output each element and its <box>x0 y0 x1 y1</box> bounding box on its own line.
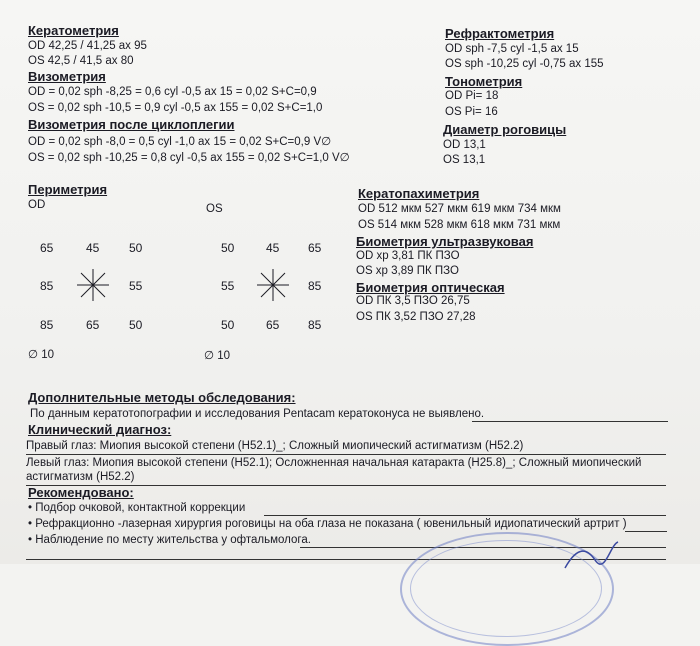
perimetry-os-value: 85 <box>308 279 322 293</box>
diagnosis-left-line2: астигматизм (H52.2) <box>26 471 135 483</box>
visometry-od: OD = 0,02 sph -8,25 = 0,6 cyl -0,5 ax 15 = 0,02 S+C=0,9 <box>28 86 317 98</box>
tonometry-os: OS Pi= 16 <box>445 106 498 118</box>
diagnosis-title: Клинический диагноз: <box>28 422 172 437</box>
cornea-diameter-os: OS 13,1 <box>443 154 486 166</box>
perimetry-os-value: 65 <box>266 318 280 332</box>
perimetry-od-value: 55 <box>129 279 143 293</box>
diagnosis-right: Правый глаз: Миопия высокой степени (H52.1)_; Сложный миопический астигматизм (H52.2) <box>26 440 524 452</box>
visometry-cyclo-od: OD = 0,02 sph -8,0 = 0,5 cyl -1,0 ax 15 = 0,02 S+C=0,9 V∅ <box>28 136 332 148</box>
perimetry-os-star-icon <box>256 268 290 302</box>
fill-line <box>26 454 666 455</box>
perimetry-od-label: OD <box>28 199 46 211</box>
biometry-opt-os: OS ПК 3,52 ПЗО 27,28 <box>356 311 476 323</box>
visometry-cyclo-os: OS = 0,02 sph -10,25 = 0,8 cyl -0,5 ax 155 = 0,02 S+C=1,0 V∅ <box>28 152 350 164</box>
perimetry-od-value: 50 <box>129 241 143 255</box>
perimetry-od-value: 45 <box>86 241 100 255</box>
perimetry-os-value: 85 <box>308 318 322 332</box>
perimetry-os-label: OS <box>206 203 223 215</box>
perimetry-od-diameter: ∅ 10 <box>28 349 55 361</box>
keratopachymetry-od: OD 512 мкм 527 мкм 619 мкм 734 мкм <box>358 203 561 215</box>
biometry-us-od: OD хр 3,81 ПК ПЗО <box>356 250 460 262</box>
perimetry-od-value: 65 <box>86 318 100 332</box>
perimetry-od-star-icon <box>76 268 110 302</box>
keratopachymetry-os: OS 514 мкм 528 мкм 618 мкм 731 мкм <box>358 219 561 231</box>
refractometry-od: OD sph -7,5 cyl -1,5 ax 15 <box>445 43 579 55</box>
perimetry-od-value: 85 <box>40 279 54 293</box>
perimetry-os-value: 50 <box>221 241 235 255</box>
refractometry-os: OS sph -10,25 cyl -0,75 ax 155 <box>445 58 604 70</box>
perimetry-od-value: 50 <box>129 318 143 332</box>
tonometry-title: Тонометрия <box>445 74 523 89</box>
perimetry-os-value: 55 <box>221 279 235 293</box>
visometry-os: OS = 0,02 sph -10,5 = 0,9 cyl -0,5 ax 155 = 0,02 S+C=1,0 <box>28 102 323 114</box>
biometry-opt-title: Биометрия оптическая <box>356 280 505 295</box>
biometry-opt-od: OD ПК 3,5 ПЗО 26,75 <box>356 295 470 307</box>
additional-text: По данным кератотопографии и исследования Pentacam кератоконуса не выявлено. <box>30 408 485 420</box>
perimetry-os-value: 50 <box>221 318 235 332</box>
keratometry-od: OD 42,25 / 41,25 ax 95 <box>28 40 147 52</box>
visometry-title: Визометрия <box>28 69 106 84</box>
perimetry-od-value: 85 <box>40 318 54 332</box>
keratometry-title: Кератометрия <box>28 23 119 38</box>
diagnosis-left-line1: Левый глаз: Миопия высокой степени (H52.1); Осложненная начальная катаракта (H25.8)_; Сложный миопический <box>26 457 642 469</box>
tonometry-od: OD Pi= 18 <box>445 90 499 102</box>
signature-icon <box>560 540 620 570</box>
biometry-us-title: Биометрия ультразвуковая <box>356 234 534 249</box>
additional-title: Дополнительные методы обследования: <box>28 390 296 405</box>
recommendation-item: • Наблюдение по месту жительства у офтальмолога. <box>28 534 311 546</box>
perimetry-os-value: 65 <box>308 241 322 255</box>
fill-line <box>264 515 666 516</box>
perimetry-os-value: 45 <box>266 241 280 255</box>
perimetry-os-diameter: ∅ 10 <box>204 350 231 362</box>
cornea-diameter-od: OD 13,1 <box>443 139 486 151</box>
refractometry-title: Рефрактометрия <box>445 26 555 41</box>
biometry-us-os: OS хр 3,89 ПК ПЗО <box>356 265 459 277</box>
recommendation-item: • Подбор очковой, контактной коррекции <box>28 502 246 514</box>
fill-line <box>472 421 668 422</box>
keratometry-os: OS 42,5 / 41,5 ax 80 <box>28 55 134 67</box>
recommendation-item: • Рефракционно -лазерная хирургия роговицы на оба глаза не показана ( ювенильный идиопатический артрит ) <box>28 518 627 530</box>
keratopachymetry-title: Кератопахиметрия <box>358 186 480 201</box>
fill-line <box>625 531 667 532</box>
perimetry-title: Периметрия <box>28 182 108 197</box>
recommendations-title: Рекомендовано: <box>28 485 134 500</box>
perimetry-od-value: 65 <box>40 241 54 255</box>
visometry-cyclo-title: Визометрия после циклоплегии <box>28 117 235 132</box>
cornea-diameter-title: Диаметр роговицы <box>443 122 567 137</box>
